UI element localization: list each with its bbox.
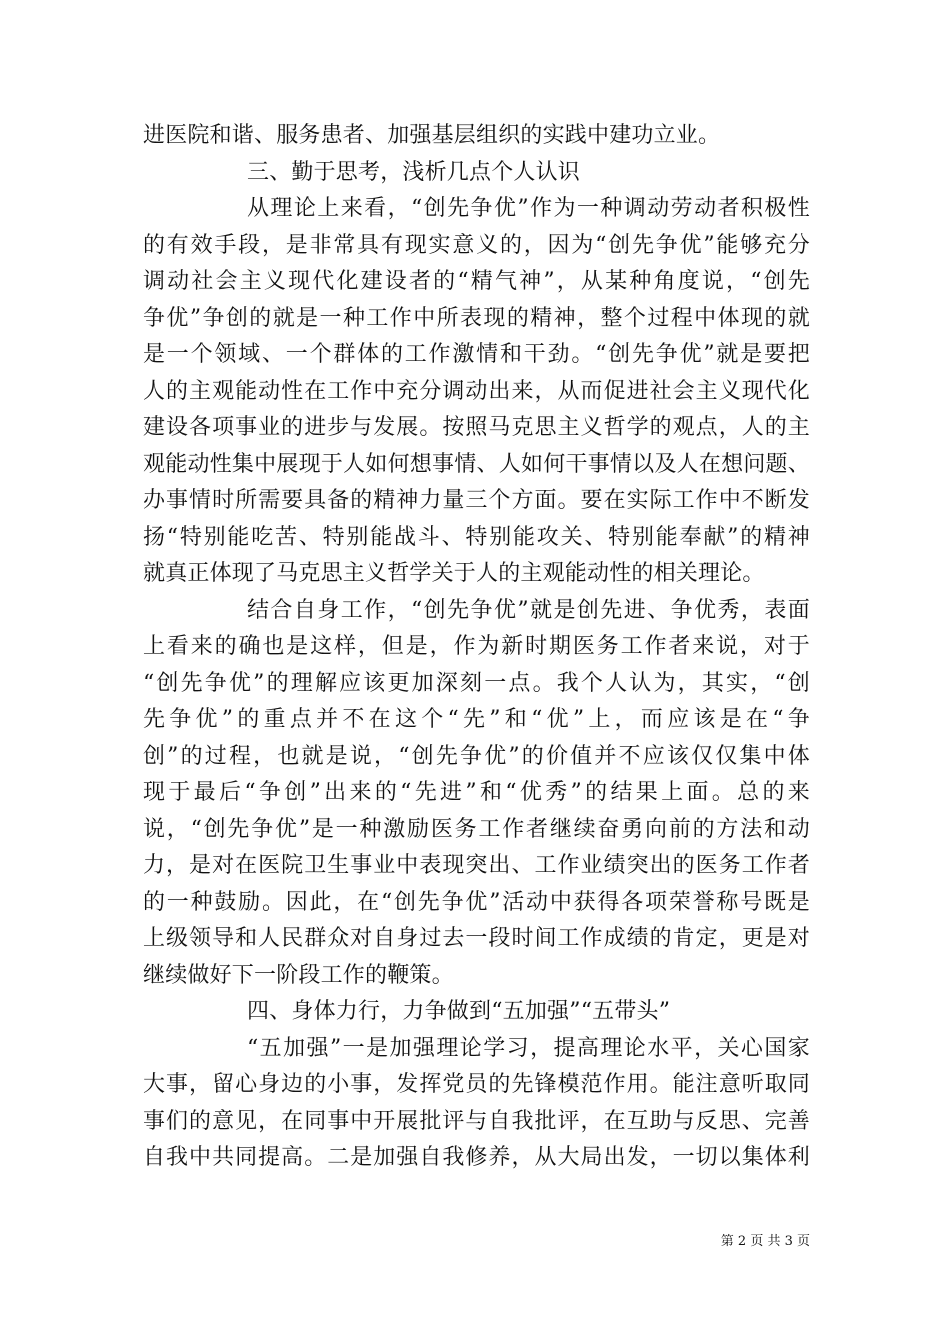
text-line: 争优”争创的就是一种工作中所表现的精神，整个过程中体现的就 bbox=[143, 305, 810, 331]
paragraph-start: 结合自身工作，“创先争优”就是创先进、争优秀，表面 bbox=[247, 597, 810, 623]
section-heading-3: 三、勤于思考，浅析几点个人认识 bbox=[247, 159, 581, 185]
text-line: 力，是对在医院卫生事业中表现突出、工作业绩突出的医务工作者 bbox=[143, 853, 810, 878]
text-line: 上看来的确也是这样，但是，作为新时期医务工作者来说，对于 bbox=[143, 634, 810, 659]
section-heading-4: 四、身体力行，力争做到“五加强”“五带头” bbox=[247, 999, 671, 1024]
text-line: 就真正体现了马克思主义哲学关于人的主观能动性的相关理论。 bbox=[143, 561, 765, 586]
text-line: 现于最后“争创”出来的“先进”和“优秀”的结果上面。总的来 bbox=[143, 780, 810, 805]
text-line: 的有效手段，是非常具有现实意义的，因为“创先争优”能够充分 bbox=[143, 232, 810, 258]
text-line: 上级领导和人民群众对自身过去一段时间工作成绩的肯定，更是对 bbox=[143, 926, 810, 951]
paragraph-start: “五加强”一是加强理论学习，提高理论水平，关心国家 bbox=[247, 1035, 810, 1061]
text-line: 的一种鼓励。因此，在“创先争优”活动中获得各项荣誉称号既是 bbox=[143, 889, 810, 915]
text-line: 调动社会主义现代化建设者的“精气神”，从某种角度说，“创先 bbox=[143, 269, 810, 294]
document-body bbox=[143, 118, 810, 1177]
text-line: 建设各项事业的进步与发展。按照马克思主义哲学的观点，人的主 bbox=[143, 415, 810, 440]
text-line: 办事情时所需要具备的精神力量三个方面。要在实际工作中不断发 bbox=[143, 488, 810, 513]
text-line: 扬“特别能吃苦、特别能战斗、特别能攻关、特别能奉献”的精神 bbox=[143, 524, 810, 550]
text-line: 观能动性集中展现于人如何想事情、人如何干事情以及人在想问题、 bbox=[143, 451, 810, 477]
paragraph-start: 从理论上来看，“创先争优”作为一种调动劳动者积极性 bbox=[247, 196, 810, 221]
text-line: 继续做好下一阶段工作的鞭策。 bbox=[143, 962, 454, 988]
text-line: 自我中共同提高。二是加强自我修养，从大局出发，一切以集体利 bbox=[143, 1145, 810, 1170]
text-line: “创先争优”的理解应该更加深刻一点。我个人认为，其实，“创 bbox=[143, 670, 810, 696]
text-line: 人的主观能动性在工作中充分调动出来，从而促进社会主义现代化 bbox=[143, 378, 810, 404]
text-line: 先争优”的重点并不在这个“先”和“优”上，而应该是在“争 bbox=[143, 707, 810, 732]
text-line: 大事，留心身边的小事，发挥党员的先锋模范作用。能注意听取同 bbox=[143, 1072, 810, 1097]
text-line: 说，“创先争优”是一种激励医务工作者继续奋勇向前的方法和动 bbox=[143, 816, 810, 842]
page-number: 第 2 页 共 3 页 bbox=[720, 1234, 810, 1249]
text-line: 事们的意见，在同事中开展批评与自我批评，在互助与反思、完善 bbox=[143, 1108, 810, 1134]
text-line: 进医院和谐、服务患者、加强基层组织的实践中建功立业。 bbox=[143, 123, 721, 148]
text-line: 创”的过程，也就是说，“创先争优”的价值并不应该仅仅集中体 bbox=[143, 743, 810, 769]
text-line: 是一个领域、一个群体的工作激情和干劲。“创先争优”就是要把 bbox=[143, 342, 810, 367]
